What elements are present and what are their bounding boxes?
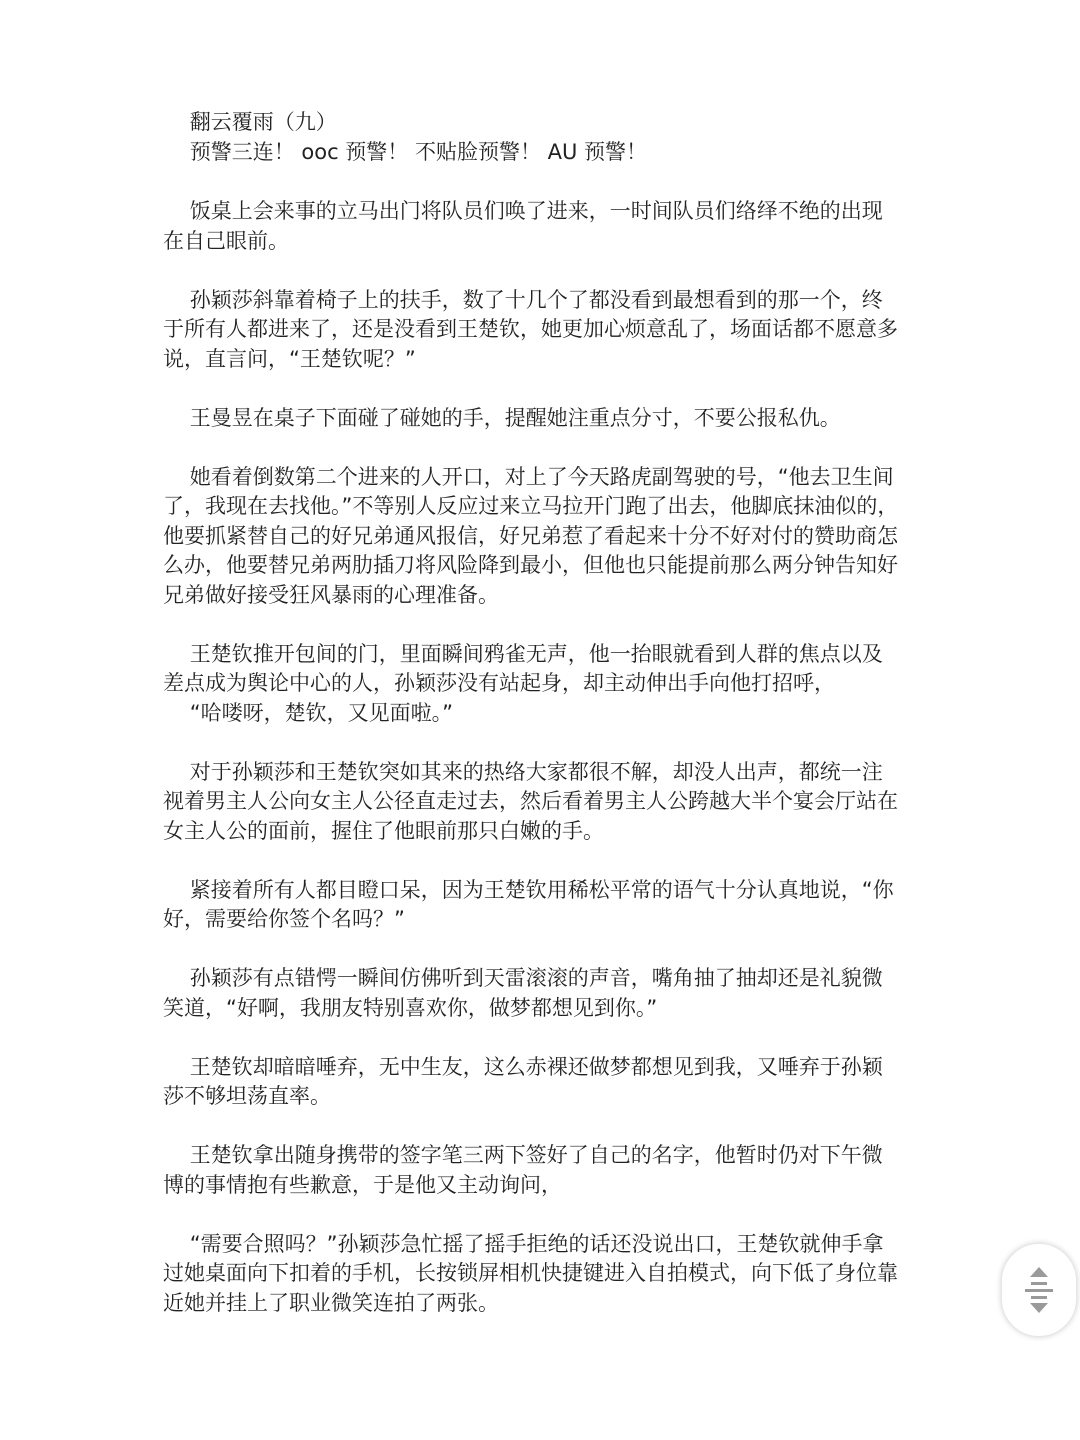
paragraph-line: 博的事情抱有些歉意，于是他又主动询问， [163, 1172, 562, 1197]
paragraph-line: 过她桌面向下扣着的手机，长按锁屏相机快捷键进入自拍模式，向下低了身位靠 [163, 1261, 898, 1285]
paragraph [163, 1053, 918, 1112]
paragraph-line: 王曼昱在桌子下面碰了碰她的手，提醒她注重点分寸，不要公报私仇。 [163, 405, 841, 430]
paragraph [163, 1230, 918, 1319]
paragraph-line: 在自己眼前。 [163, 228, 289, 253]
chapter-title: 翻云覆雨（九） [163, 110, 337, 134]
paragraph-line: 对于孙颖莎和王楚钦突如其来的热络大家都很不解，却没人出声，都统一注 [163, 759, 883, 784]
paragraph-line: 兄弟做好接受狂风暴雨的心理准备。 [163, 582, 499, 607]
paragraph-line: 好，需要给你签个名吗？” [163, 907, 405, 931]
paragraph-line: 近她并挂上了职业微笑连拍了两张。 [163, 1290, 499, 1315]
paragraph [163, 640, 918, 729]
paragraph-line: 么办，他要替兄弟两肋插刀将风险降到最小，但他也只能提前那么两分钟告知好 [163, 553, 898, 577]
paragraph [163, 758, 918, 847]
paragraph-line: 了，我现在去找他。”不等别人反应过来立马拉开门跑了出去，他脚底抹油似的， [163, 494, 899, 518]
paragraph [163, 197, 918, 256]
article-body [163, 107, 918, 1348]
scroll-to-bottom-icon [1022, 1265, 1056, 1315]
paragraph [163, 463, 918, 611]
paragraph [163, 286, 918, 375]
paragraph-line: 孙颖莎有点错愕一瞬间仿佛听到天雷滚滚的声音，嘴角抽了抽却还是礼貌微 [163, 966, 883, 990]
paragraph-line: 饭桌上会来事的立马出门将队员们唤了进来，一时间队员们络绎不绝的出现 [163, 199, 883, 223]
paragraph-line: 莎不够坦荡直率。 [163, 1084, 331, 1108]
paragraph-line: 笑道，“好啊，我朋友特别喜欢你，做梦都想见到你。” [163, 995, 658, 1020]
paragraph-line: 他要抓紧替自己的好兄弟通风报信，好兄弟惹了看起来十分不好对付的赞助商怎 [163, 523, 898, 548]
article-header [163, 107, 918, 167]
paragraph-line: 视着男主人公向女主人公径直走过去，然后看着男主人公跨越大半个宴会厅站在 [163, 789, 898, 813]
paragraph [163, 876, 918, 935]
paragraph [163, 1141, 918, 1200]
paragraph-line: 紧接着所有人都目瞪口呆，因为王楚钦用稀松平常的语气十分认真地说，“你 [163, 877, 894, 902]
paragraph-line: 王楚钦推开包间的门，里面瞬间鸦雀无声，他一抬眼就看到人群的焦点以及 [163, 641, 883, 666]
paragraph [163, 404, 918, 434]
paragraph-line: “哈喽呀，楚钦，又见面啦。” [163, 700, 453, 725]
paragraph-line: 孙颖莎斜靠着椅子上的扶手，数了十几个了都没看到最想看到的那一个，终 [163, 287, 883, 312]
paragraph-list [163, 197, 918, 1318]
paragraph-line: 王楚钦却暗暗唾弃，无中生友，这么赤裸还做梦都想见到我，又唾弃于孙颖 [163, 1054, 883, 1079]
paragraph-line: 女主人公的面前，握住了他眼前那只白嫩的手。 [163, 818, 604, 843]
paragraph-line: 她看着倒数第二个进来的人开口，对上了今天路虎副驾驶的号，“他去卫生间 [163, 464, 894, 489]
paragraph-line: 说，直言问，“王楚钦呢？” [163, 346, 416, 371]
paragraph-line: 王楚钦拿出随身携带的签字笔三两下签好了自己的名字，他暂时仍对下午微 [163, 1143, 883, 1167]
paragraph-line: 于所有人都进来了，还是没看到王楚钦，她更加心烦意乱了，场面话都不愿意多 [163, 317, 898, 341]
warning-line: 预警三连！ ooc 预警！ 不贴脸预警！ AU 预警！ [163, 140, 648, 164]
scroll-to-bottom-button[interactable] [1001, 1243, 1077, 1337]
paragraph [163, 964, 918, 1023]
paragraph-line: “需要合照吗？”孙颖莎急忙摇了摇手拒绝的话还没说出口，王楚钦就伸手拿 [163, 1231, 884, 1256]
paragraph-line: 差点成为舆论中心的人，孙颖莎没有站起身，却主动伸出手向他打招呼， [163, 671, 835, 695]
